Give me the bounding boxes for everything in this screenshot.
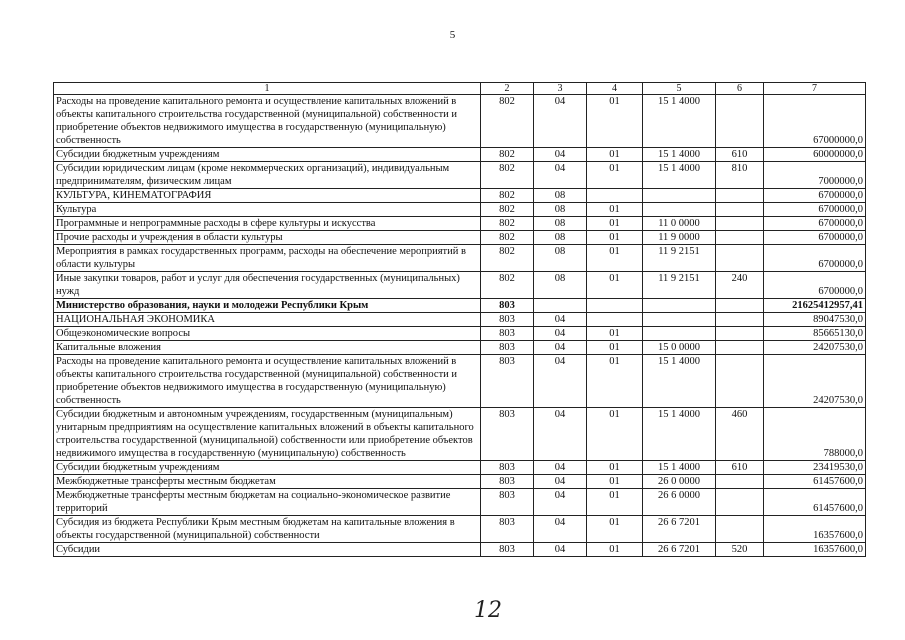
row-code-subsection: 01 — [587, 516, 643, 543]
row-name: Культура — [54, 203, 481, 217]
row-code-subsection: 01 — [587, 148, 643, 162]
row-name: Межбюджетные трансферты местным бюджетам на социально-экономическое развитие территорий — [54, 489, 481, 516]
row-code-expense-type: 520 — [716, 543, 764, 557]
row-name: Расходы на проведение капитального ремонта и осуществление капитальных вложений в объекты капитального строительства государственной (муниципальной) собственности и приобретение объектов недвижимого имущества в государственную (муниципальную) собственность — [54, 95, 481, 148]
row-code-expense-type — [716, 313, 764, 327]
row-amount: 89047530,0 — [764, 313, 866, 327]
row-code-section: 04 — [534, 355, 587, 408]
row-code-ministry: 802 — [481, 245, 534, 272]
row-code-subsection: 01 — [587, 341, 643, 355]
row-code-subsection: 01 — [587, 203, 643, 217]
row-code-subsection: 01 — [587, 162, 643, 189]
row-code-target: 11 0 0000 — [643, 217, 716, 231]
budget-table — [53, 82, 866, 557]
table-row — [54, 543, 866, 557]
row-amount: 60000000,0 — [764, 148, 866, 162]
row-name: Межбюджетные трансферты местным бюджетам — [54, 475, 481, 489]
row-code-expense-type — [716, 95, 764, 148]
row-code-expense-type — [716, 245, 764, 272]
row-code-expense-type: 810 — [716, 162, 764, 189]
row-code-expense-type — [716, 299, 764, 313]
row-name: Расходы на проведение капитального ремонта и осуществление капитальных вложений в объекты капитального строительства государственной (муниципальной) собственности и приобретение объектов недвижимого имущества в государственную (муниципальную) собственность — [54, 355, 481, 408]
table-row — [54, 355, 866, 408]
row-code-subsection: 01 — [587, 231, 643, 245]
row-code-expense-type: 460 — [716, 408, 764, 461]
row-amount: 24207530,0 — [764, 355, 866, 408]
row-amount: 6700000,0 — [764, 245, 866, 272]
row-code-expense-type — [716, 327, 764, 341]
row-code-section: 08 — [534, 189, 587, 203]
row-code-target: 11 9 2151 — [643, 245, 716, 272]
row-code-expense-type — [716, 217, 764, 231]
row-code-section: 04 — [534, 148, 587, 162]
row-code-target: 11 9 0000 — [643, 231, 716, 245]
row-code-target: 15 1 4000 — [643, 162, 716, 189]
table-row — [54, 475, 866, 489]
row-code-target: 26 6 0000 — [643, 489, 716, 516]
row-name: Прочие расходы и учреждения в области культуры — [54, 231, 481, 245]
row-name: КУЛЬТУРА, КИНЕМАТОГРАФИЯ — [54, 189, 481, 203]
row-code-expense-type — [716, 355, 764, 408]
row-name: Общеэкономические вопросы — [54, 327, 481, 341]
table-row — [54, 408, 866, 461]
row-code-ministry: 803 — [481, 327, 534, 341]
row-code-subsection: 01 — [587, 489, 643, 516]
table-row — [54, 189, 866, 203]
row-code-subsection: 01 — [587, 408, 643, 461]
handwritten-page-number: 12 — [474, 598, 502, 623]
row-code-subsection: 01 — [587, 355, 643, 408]
row-amount: 85665130,0 — [764, 327, 866, 341]
row-code-ministry: 802 — [481, 95, 534, 148]
row-code-ministry: 802 — [481, 189, 534, 203]
table-row — [54, 489, 866, 516]
row-amount: 6700000,0 — [764, 203, 866, 217]
row-code-section: 04 — [534, 489, 587, 516]
column-header: 5 — [643, 83, 716, 95]
row-code-expense-type — [716, 231, 764, 245]
table-row — [54, 245, 866, 272]
column-header: 2 — [481, 83, 534, 95]
table-row — [54, 95, 866, 148]
row-code-ministry: 803 — [481, 299, 534, 313]
row-code-expense-type — [716, 489, 764, 516]
row-name: Субсидии бюджетным учреждениям — [54, 148, 481, 162]
row-name: Программные и непрограммные расходы в сфере культуры и искусства — [54, 217, 481, 231]
row-code-subsection — [587, 189, 643, 203]
row-code-ministry: 802 — [481, 203, 534, 217]
row-amount: 24207530,0 — [764, 341, 866, 355]
row-code-expense-type — [716, 516, 764, 543]
row-code-ministry: 803 — [481, 489, 534, 516]
row-name: Министерство образования, науки и молодежи Республики Крым — [54, 299, 481, 313]
row-code-section: 04 — [534, 162, 587, 189]
row-code-ministry: 802 — [481, 272, 534, 299]
table-row — [54, 203, 866, 217]
row-code-section: 04 — [534, 313, 587, 327]
row-name: Иные закупки товаров, работ и услуг для обеспечения государственных (муниципальных) нужд — [54, 272, 481, 299]
row-amount: 6700000,0 — [764, 217, 866, 231]
row-code-expense-type — [716, 189, 764, 203]
column-header: 7 — [764, 83, 866, 95]
row-amount: 23419530,0 — [764, 461, 866, 475]
row-code-target: 11 9 2151 — [643, 272, 716, 299]
row-code-subsection: 01 — [587, 327, 643, 341]
row-code-ministry: 803 — [481, 475, 534, 489]
row-code-subsection: 01 — [587, 217, 643, 231]
row-code-ministry: 803 — [481, 355, 534, 408]
row-code-target — [643, 313, 716, 327]
row-name: Субсидия из бюджета Республики Крым местным бюджетам на капитальные вложения в объекты государственной (муниципальной) собственности — [54, 516, 481, 543]
table-row — [54, 162, 866, 189]
row-code-ministry: 803 — [481, 341, 534, 355]
row-amount: 21625412957,41 — [764, 299, 866, 313]
row-code-target: 15 1 4000 — [643, 148, 716, 162]
row-code-section: 04 — [534, 327, 587, 341]
table-row — [54, 313, 866, 327]
row-code-section: 04 — [534, 475, 587, 489]
row-code-target: 15 1 4000 — [643, 355, 716, 408]
row-code-expense-type — [716, 203, 764, 217]
table-row — [54, 327, 866, 341]
row-name: Субсидии бюджетным и автономным учреждениям, государственным (муниципальным) унитарным предприятиям на осуществление капитальных вложений в объекты капитального строительства государственной (муниципальной) собственности или приобретение объектов недвижимого имущества в государственную (муниципальную) собственность — [54, 408, 481, 461]
row-code-expense-type: 240 — [716, 272, 764, 299]
row-name: Субсидии юридическим лицам (кроме некоммерческих организаций), индивидуальным предпринимателям, физическим лицам — [54, 162, 481, 189]
row-code-subsection: 01 — [587, 245, 643, 272]
row-code-target — [643, 299, 716, 313]
row-code-target — [643, 189, 716, 203]
row-name: НАЦИОНАЛЬНАЯ ЭКОНОМИКА — [54, 313, 481, 327]
row-code-section: 08 — [534, 231, 587, 245]
column-header: 1 — [54, 83, 481, 95]
row-name: Мероприятия в рамках государственных программ, расходы на обеспечение мероприятий в области культуры — [54, 245, 481, 272]
row-amount: 67000000,0 — [764, 95, 866, 148]
row-code-section: 08 — [534, 272, 587, 299]
row-amount: 6700000,0 — [764, 189, 866, 203]
table-row — [54, 299, 866, 313]
row-code-section: 04 — [534, 408, 587, 461]
row-amount: 16357600,0 — [764, 516, 866, 543]
row-name: Субсидии бюджетным учреждениям — [54, 461, 481, 475]
table-row — [54, 341, 866, 355]
row-code-section: 08 — [534, 217, 587, 231]
row-name: Субсидии — [54, 543, 481, 557]
row-code-subsection: 01 — [587, 475, 643, 489]
row-code-section: 04 — [534, 516, 587, 543]
row-amount: 61457600,0 — [764, 489, 866, 516]
row-code-target: 15 1 4000 — [643, 95, 716, 148]
column-header: 4 — [587, 83, 643, 95]
row-code-expense-type — [716, 475, 764, 489]
page-number: 5 — [449, 29, 456, 41]
row-code-expense-type — [716, 341, 764, 355]
row-code-section: 04 — [534, 341, 587, 355]
row-amount: 6700000,0 — [764, 231, 866, 245]
row-amount: 6700000,0 — [764, 272, 866, 299]
row-code-ministry: 803 — [481, 313, 534, 327]
row-code-section: 04 — [534, 543, 587, 557]
row-code-subsection: 01 — [587, 461, 643, 475]
table-row — [54, 272, 866, 299]
row-code-ministry: 803 — [481, 543, 534, 557]
table-row — [54, 461, 866, 475]
row-code-ministry: 802 — [481, 217, 534, 231]
row-code-section: 04 — [534, 461, 587, 475]
row-amount: 788000,0 — [764, 408, 866, 461]
table-row — [54, 516, 866, 543]
row-amount: 7000000,0 — [764, 162, 866, 189]
row-code-target: 26 0 0000 — [643, 475, 716, 489]
row-amount: 61457600,0 — [764, 475, 866, 489]
table-row — [54, 231, 866, 245]
row-amount: 16357600,0 — [764, 543, 866, 557]
row-code-target: 26 6 7201 — [643, 543, 716, 557]
row-code-ministry: 802 — [481, 162, 534, 189]
row-code-expense-type: 610 — [716, 148, 764, 162]
row-code-target: 15 1 4000 — [643, 461, 716, 475]
row-code-target — [643, 203, 716, 217]
row-code-subsection — [587, 299, 643, 313]
table-row — [54, 148, 866, 162]
row-code-ministry: 803 — [481, 408, 534, 461]
row-code-ministry: 802 — [481, 148, 534, 162]
row-code-expense-type: 610 — [716, 461, 764, 475]
header-row — [54, 83, 866, 95]
row-code-section: 08 — [534, 245, 587, 272]
row-code-ministry: 803 — [481, 516, 534, 543]
row-code-target — [643, 327, 716, 341]
row-code-section: 04 — [534, 95, 587, 148]
row-code-subsection: 01 — [587, 272, 643, 299]
row-code-subsection: 01 — [587, 95, 643, 148]
row-code-ministry: 803 — [481, 461, 534, 475]
row-code-target: 26 6 7201 — [643, 516, 716, 543]
column-header: 3 — [534, 83, 587, 95]
row-code-target: 15 1 4000 — [643, 408, 716, 461]
column-header: 6 — [716, 83, 764, 95]
table-row — [54, 217, 866, 231]
row-code-section: 08 — [534, 203, 587, 217]
row-name: Капитальные вложения — [54, 341, 481, 355]
row-code-target: 15 0 0000 — [643, 341, 716, 355]
row-code-ministry: 802 — [481, 231, 534, 245]
row-code-subsection — [587, 313, 643, 327]
row-code-subsection: 01 — [587, 543, 643, 557]
row-code-section — [534, 299, 587, 313]
